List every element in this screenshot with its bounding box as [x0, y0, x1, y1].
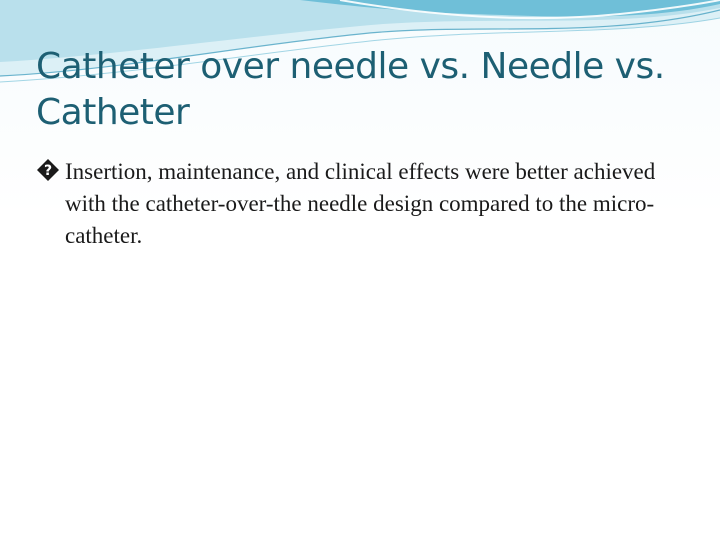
- svg-text:?: ?: [43, 163, 53, 179]
- missing-glyph-icon: [36, 158, 60, 182]
- bullet-text: Insertion, maintenance, and clinical effects were better achieved with the catheter-over-the needle design compared to the micro-catheter.: [65, 159, 656, 248]
- slide-body: [36, 156, 676, 252]
- slide-title: Catheter over needle vs. Needle vs. Catheter: [36, 46, 665, 133]
- bullet-item: [36, 156, 676, 252]
